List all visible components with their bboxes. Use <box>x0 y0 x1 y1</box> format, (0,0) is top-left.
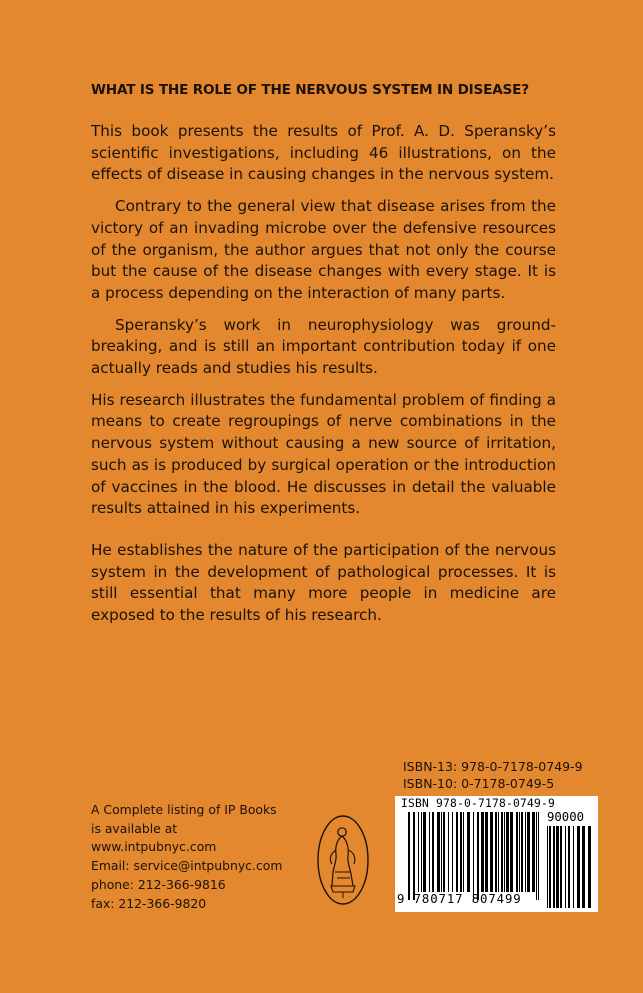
barcode-bar <box>510 812 513 892</box>
publisher-logo-icon <box>313 812 373 908</box>
listing-email[interactable]: Email: service@intpubnyc.com <box>91 858 283 874</box>
description-text <box>91 121 556 637</box>
barcode-bar <box>519 812 520 892</box>
barcode-bar <box>448 812 449 892</box>
barcode-bar <box>418 812 419 892</box>
barcode-bar <box>485 812 488 892</box>
barcode-bar <box>456 812 458 892</box>
barcode-bar <box>423 812 426 892</box>
barcode-bar <box>460 812 462 892</box>
barcode-bar <box>565 826 566 908</box>
barcode-bar <box>421 812 422 892</box>
barcode-box <box>395 796 598 912</box>
barcode-bar <box>582 826 585 908</box>
barcode-bar <box>498 812 499 892</box>
listing-line-1: A Complete listing of IP Books <box>91 802 277 817</box>
barcode-bar <box>495 812 497 892</box>
listing-phone: phone: 212-366-9816 <box>91 876 226 892</box>
barcode-addon-text: 90000 <box>547 810 585 824</box>
barcode-bar <box>560 826 562 908</box>
barcode-bar <box>490 812 493 892</box>
barcode-bar <box>413 812 415 900</box>
isbn-10: ISBN-10: 0-7178-0749-5 <box>403 776 555 791</box>
barcode-bar <box>568 826 570 908</box>
barcode-bar <box>437 812 440 892</box>
barcode-bar <box>556 826 559 908</box>
barcode-bar <box>547 826 548 908</box>
barcode-isbn-text: ISBN 978-0-7178-0749-9 <box>401 797 556 810</box>
barcode-bar <box>477 812 479 900</box>
barcode-bar <box>536 812 537 900</box>
listing-line-2: is available at <box>91 820 178 836</box>
barcode-bar <box>443 812 445 892</box>
isbn-13: ISBN-13: 978-0-7178-0749-9 <box>403 759 583 774</box>
barcode-bar <box>408 812 410 900</box>
barcode-bar <box>527 812 530 892</box>
barcode-number-text: 9 780717 807499 <box>397 892 522 906</box>
barcode-bar <box>501 812 503 892</box>
paragraph-5: He establishes the nature of the participation of the nervous system in the development of pathological processes. It is still essential that many more people in medicine are exposed to the results of his research. <box>91 540 556 625</box>
barcode-bar <box>516 812 518 892</box>
paragraph-2: Contrary to the general view that disease arises from the victory of an invading microbe over the defensive resources of the organism, the author argues that not only the course but the cause of the disease changes with every stage. It is a process depending on the interaction of many parts. <box>91 197 556 302</box>
barcode-bar <box>481 812 484 892</box>
publisher-listing <box>91 801 282 913</box>
barcode-bar <box>506 812 509 892</box>
barcode-bar <box>588 826 591 908</box>
cover-heading: WHAT IS THE ROLE OF THE NERVOUS SYSTEM IN DISEASE? <box>91 82 529 98</box>
barcode-bar <box>577 826 580 908</box>
barcode-bar <box>467 812 470 892</box>
barcode-bar <box>429 812 430 892</box>
paragraph-1: This book presents the results of Prof. A. D. Speransky’s scientific investigations, including 46 illustrations, on the effects of disease in causing changes in the nervous system. <box>91 122 556 184</box>
listing-website[interactable]: www.intpubnyc.com <box>91 839 217 855</box>
barcode-bar <box>549 826 551 908</box>
paragraph-4: His research illustrates the fundamental problem of finding a means to create regroupings of nerve combinations in the nervous system without causing a new source of irritation, such as is produced by surgical operation or the introduction of vaccines in the blood. He discusses in detail the valuable results attained in his experiments. <box>91 390 556 518</box>
barcode-bar <box>573 826 574 908</box>
barcode-bar <box>553 826 555 908</box>
barcode-bar <box>432 812 434 892</box>
barcode-bar <box>473 812 474 900</box>
barcode-bar <box>532 812 535 892</box>
barcode-bar <box>504 812 505 892</box>
barcode-bar <box>452 812 453 892</box>
barcode-bar <box>521 812 523 892</box>
barcode-bar <box>525 812 526 892</box>
listing-fax: fax: 212-366-9820 <box>91 895 207 911</box>
barcode-bar <box>538 812 539 900</box>
isbn-info <box>403 758 583 792</box>
barcode-bar <box>441 812 442 892</box>
barcode-bar <box>463 812 464 892</box>
paragraph-3: Speransky’s work in neurophysiology was groundbreaking, and is still an important contribution today if one actually reads and studies his results. <box>91 315 556 378</box>
